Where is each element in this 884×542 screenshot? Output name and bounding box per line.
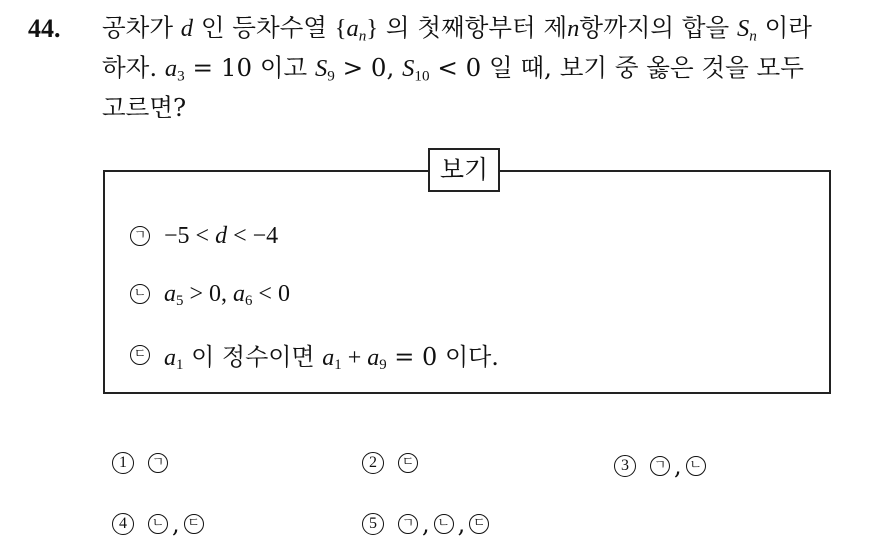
choice-1[interactable] [112, 452, 168, 474]
bogi-item-nieun: ㄴ $a_5 > 0$, $a_6 < 0$ [130, 279, 290, 308]
separator: , [172, 510, 180, 538]
circled-marker-icon: ㄷ [469, 514, 489, 534]
circled-giyeok-icon: ㄱ [130, 226, 150, 246]
circled-marker-icon: ㄴ [434, 514, 454, 534]
separator: , [674, 452, 682, 480]
separator: , [457, 510, 466, 538]
question-number: 44. [28, 14, 61, 43]
bogi-title: 보기 [428, 148, 500, 192]
choice-3[interactable] [614, 452, 706, 480]
circled-nieun-icon: ㄴ [130, 284, 150, 304]
choice-number: 1 [112, 452, 134, 474]
choice-number: 2 [362, 452, 384, 474]
choice-5[interactable] [362, 510, 489, 538]
circled-marker-icon: ㄷ [184, 514, 204, 534]
choice-number: 4 [112, 513, 134, 535]
circled-marker-icon: ㄷ [398, 453, 418, 473]
bogi-item-digeut: ㄷ $a_1$ 이 정수이면 $a_1 + a_9 = 0$ 이다. [130, 337, 499, 372]
circled-digeut-icon: ㄷ [130, 345, 150, 365]
choice-number: 3 [614, 455, 636, 477]
question-line-1: 공차가 d 인 등차수열 $\{a_n\}$ 의 첫째항부터 제n항까지의 합을 $S_n$ 이라 [102, 13, 812, 45]
circled-marker-icon: ㄱ [650, 456, 670, 476]
circled-marker-icon: ㄴ [148, 514, 168, 534]
bogi-item-giyeok: ㄱ −5 < d < −4 [130, 221, 278, 250]
circled-marker-icon: ㄱ [398, 514, 418, 534]
choice-2[interactable] [362, 452, 418, 474]
question-line-2: 하자. $a_3 = 10$ 이고 $S_9 > 0$, $S_{10} < 0$ 일 때, 보기 중 옳은 것을 모두 [102, 53, 804, 85]
separator: , [422, 510, 430, 538]
question-line-3: 고르면? [102, 93, 187, 122]
circled-marker-icon: ㄴ [686, 456, 706, 476]
circled-marker-icon: ㄱ [148, 453, 168, 473]
choice-4[interactable] [112, 510, 204, 538]
choice-number: 5 [362, 513, 384, 535]
